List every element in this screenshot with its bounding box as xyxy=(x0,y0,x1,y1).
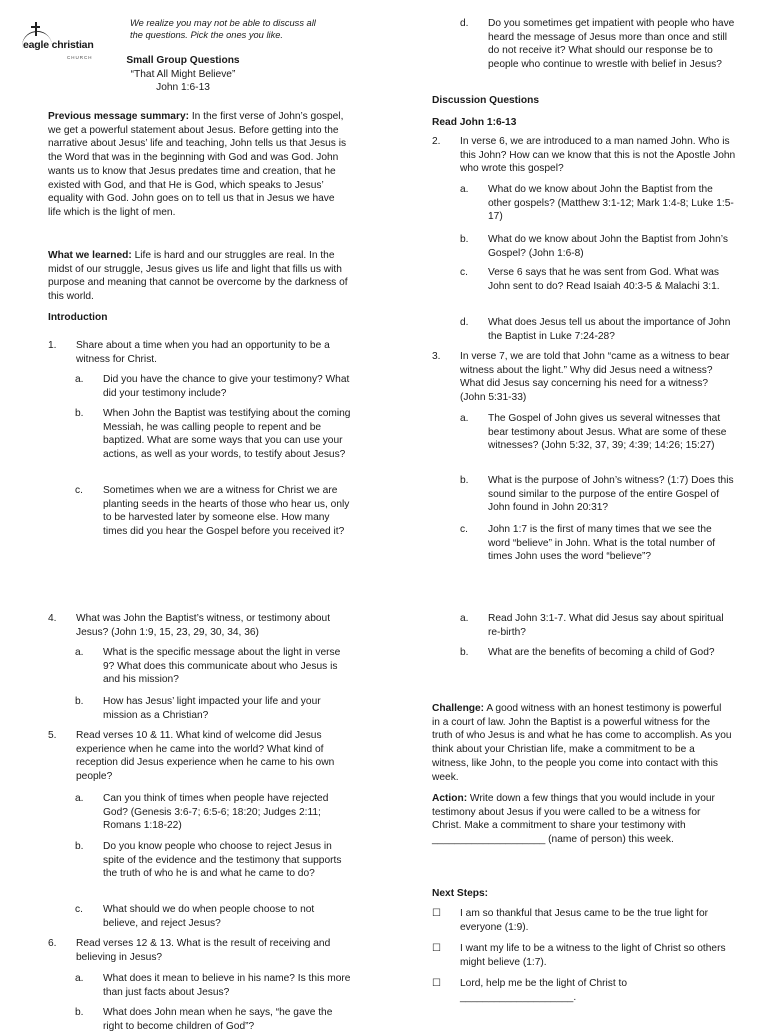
sub-label: b. xyxy=(75,408,84,419)
sub-text: What do we know about John the Baptist from John’s Gospel? (John 1:6-8) xyxy=(488,234,728,259)
question-text: What was John the Baptist’s witness, or testimony about Jesus? (John 1:9, 15, 23, 29, 30, 34, 36) xyxy=(76,613,331,638)
sub-label: c. xyxy=(75,904,83,915)
sub-label: a. xyxy=(75,374,84,385)
previous-summary-text: In the first verse of John’s gospel, we get a powerful statement about Jesus. Before getting into the narrative about Jesus’ life and teaching, John tells us that Jesus is the Word that was in the beginning with God and was God. John wants us to know that Jesus predates time and creation, that he existed with God, and that He is God, which speaks to Jesus’ equality with God. John goes on to tell us that in Jesus we have life which is the light of men. xyxy=(48,111,347,218)
sub-text: Do you sometimes get impatient with people who have heard the message of Jesus more than once and still do not receive it? What should our response be to people who continue to wrestle with belief in Jesus? xyxy=(488,18,735,71)
page-header xyxy=(48,54,318,95)
sub-text: What does John mean when he says, “he gave the right to become children of God”? xyxy=(103,1007,333,1032)
next-steps-heading: Next Steps: xyxy=(432,888,489,899)
previous-summary xyxy=(48,110,348,220)
sub-label: d. xyxy=(460,317,469,328)
sub-label: c. xyxy=(75,485,83,496)
sub-text: Did you have the chance to give your testimony? What did your testimony include? xyxy=(103,374,350,399)
sub-text: What are the benefits of becoming a child of God? xyxy=(488,647,715,658)
sub-label: a. xyxy=(75,793,84,804)
discussion-heading: Discussion Questions xyxy=(432,95,539,106)
question-number: 3. xyxy=(432,351,441,362)
sub-label: b. xyxy=(460,647,469,658)
sub-label: b. xyxy=(75,696,84,707)
page-subtitle: “That All Might Believe” xyxy=(130,68,236,80)
challenge-text: A good witness with an honest testimony is powerful in a court of law. John the Baptist is a powerful witness for the truth of who Jesus is and what he has come to accomplish. As you think about your Christian life, make a commitment to be a witness, like John, to the people you come into contact with this week. xyxy=(432,703,732,783)
sub-label: a. xyxy=(460,613,469,624)
cross-icon-bar xyxy=(31,26,40,28)
page-reference: John 1:6-13 xyxy=(156,82,210,94)
sub-label: b. xyxy=(460,475,469,486)
sub-text: How has Jesus’ light impacted your life and your mission as a Christian? xyxy=(103,696,321,721)
question-number: 4. xyxy=(48,613,57,624)
sub-label: c. xyxy=(460,524,468,535)
sub-text: What does it mean to believe in his name? Is this more than just facts about Jesus? xyxy=(103,973,351,998)
intro-note: We realize you may not be able to discuss all the questions. Pick the ones you like. xyxy=(130,18,316,40)
sub-label: b. xyxy=(75,841,84,852)
sub-text: What is the purpose of John’s witness? (1:7) Does this sound similar to the purpose of the entire Gospel of John found in John 20:31? xyxy=(488,475,734,514)
question-number: 5. xyxy=(48,730,57,741)
sub-text: Can you think of times when people have rejected God? (Genesis 3:6-7; 6:5-6; 18:20; Judges 2:11; Romans 1:18-22) xyxy=(103,793,329,832)
sub-label: a. xyxy=(75,973,84,984)
question-number: 1. xyxy=(48,340,57,351)
sub-text: What do we know about John the Baptist from the other gospels? (Matthew 3:1-12; Mark 1:4-8; Luke 1:5-17) xyxy=(488,184,734,223)
sub-text: Verse 6 says that he was sent from God. What was John sent to do? Read Isaiah 40:3-5 & Malachi 3:1. xyxy=(488,267,720,292)
sub-label: b. xyxy=(460,234,469,245)
question-text: In verse 6, we are introduced to a man named John. Who is this John? How can we know that this is not the Apostle John who wrote this gospel? xyxy=(460,136,736,175)
action-section xyxy=(432,792,732,847)
action-text: Write down a few things that you would include in your testimony about Jesus if you were called to be a witness for Christ. Make a commitment to share your testimony with ____________________ (name of person) this week. xyxy=(432,793,715,846)
question-text: Read verses 12 & 13. What is the result of receiving and believing in Jesus? xyxy=(76,938,331,963)
sub-label: c. xyxy=(460,267,468,278)
sub-label: d. xyxy=(460,18,469,29)
checkbox-icon[interactable]: ☐ xyxy=(432,978,441,989)
previous-summary-label: Previous message summary: xyxy=(48,111,189,122)
challenge-label: Challenge: xyxy=(432,703,485,714)
next-step-text: I want my life to be a witness to the light of Christ so others might believe (1:7). xyxy=(460,943,726,968)
question-text: Share about a time when you had an opportunity to be a witness for Christ. xyxy=(76,340,330,365)
sub-text: Do you know people who choose to reject Jesus in spite of the evidence and the testimony that supports the truth of who he is and what he came to do? xyxy=(103,841,342,880)
question-number: 2. xyxy=(432,136,441,147)
sub-label: a. xyxy=(75,647,84,658)
sub-label: a. xyxy=(460,413,469,424)
logo-church: CHURCH xyxy=(67,55,93,60)
what-we-learned xyxy=(48,249,348,304)
sub-text: What is the specific message about the light in verse 9? What does this communicate about who Jesus is and his mission? xyxy=(103,647,341,686)
action-label: Action: xyxy=(432,793,468,804)
next-step-text: I am so thankful that Jesus came to be the true light for everyone (1:9). xyxy=(460,908,709,933)
question-number: 6. xyxy=(48,938,57,949)
sub-text: John 1:7 is the first of many times that we see the word “believe” in John. What is the total number of times John uses the word “believe”? xyxy=(488,524,716,563)
church-logo xyxy=(20,20,98,58)
sub-text: The Gospel of John gives us several witnesses that bear testimony about Jesus. What are some of these witnesses? (John 5:32, 37, 39; 4:39; 14:26; 15:27) xyxy=(488,413,727,452)
logo-name: eagle christian xyxy=(23,39,94,51)
question-text: In verse 7, we are told that John “came as a witness to bear witness about the light.” Why did Jesus need a witness? What did Jesus say concerning his need for a witness? (John 5:31-33) xyxy=(460,351,730,404)
sub-text: Read John 3:1-7. What did Jesus say about spiritual re-birth? xyxy=(488,613,724,638)
checkbox-icon[interactable]: ☐ xyxy=(432,943,441,954)
page-title: Small Group Questions xyxy=(126,55,240,66)
introduction-heading: Introduction xyxy=(48,312,108,323)
sub-label: a. xyxy=(460,184,469,195)
question-text: Read verses 10 & 11. What kind of welcome did Jesus experience when he came into the world? What kind of reception did Jesus experience when he came to his own people? xyxy=(76,730,335,783)
what-we-learned-text: Life is hard and our struggles are real. In the midst of our struggle, Jesus gives us life and light that fills us with purpose and meaning that cannot be overcome by the darkness of this world. xyxy=(48,250,348,303)
next-step-text: Lord, help me be the light of Christ to ____________________. xyxy=(460,978,628,1003)
sub-text: Sometimes when we are a witness for Christ we are planting seeds in the hearts of those who hear us, only to be harvested later by someone else. How many times did you hear the Gospel before you received it? xyxy=(103,485,350,538)
what-we-learned-label: What we learned: xyxy=(48,250,132,261)
sub-text: What should we do when people choose to not believe, and reject Jesus? xyxy=(103,904,315,929)
challenge-section xyxy=(432,702,732,784)
checkbox-icon[interactable]: ☐ xyxy=(432,908,441,919)
sub-text: When John the Baptist was testifying about the coming Messiah, he was calling people to repent and be baptized. What are some ways that you can use your actions, as well as your words, to testify about Jesus? xyxy=(103,408,351,461)
sub-text: What does Jesus tell us about the importance of John the Baptist in Luke 7:24-28? xyxy=(488,317,731,342)
sub-label: b. xyxy=(75,1007,84,1018)
read-heading: Read John 1:6-13 xyxy=(432,117,517,128)
